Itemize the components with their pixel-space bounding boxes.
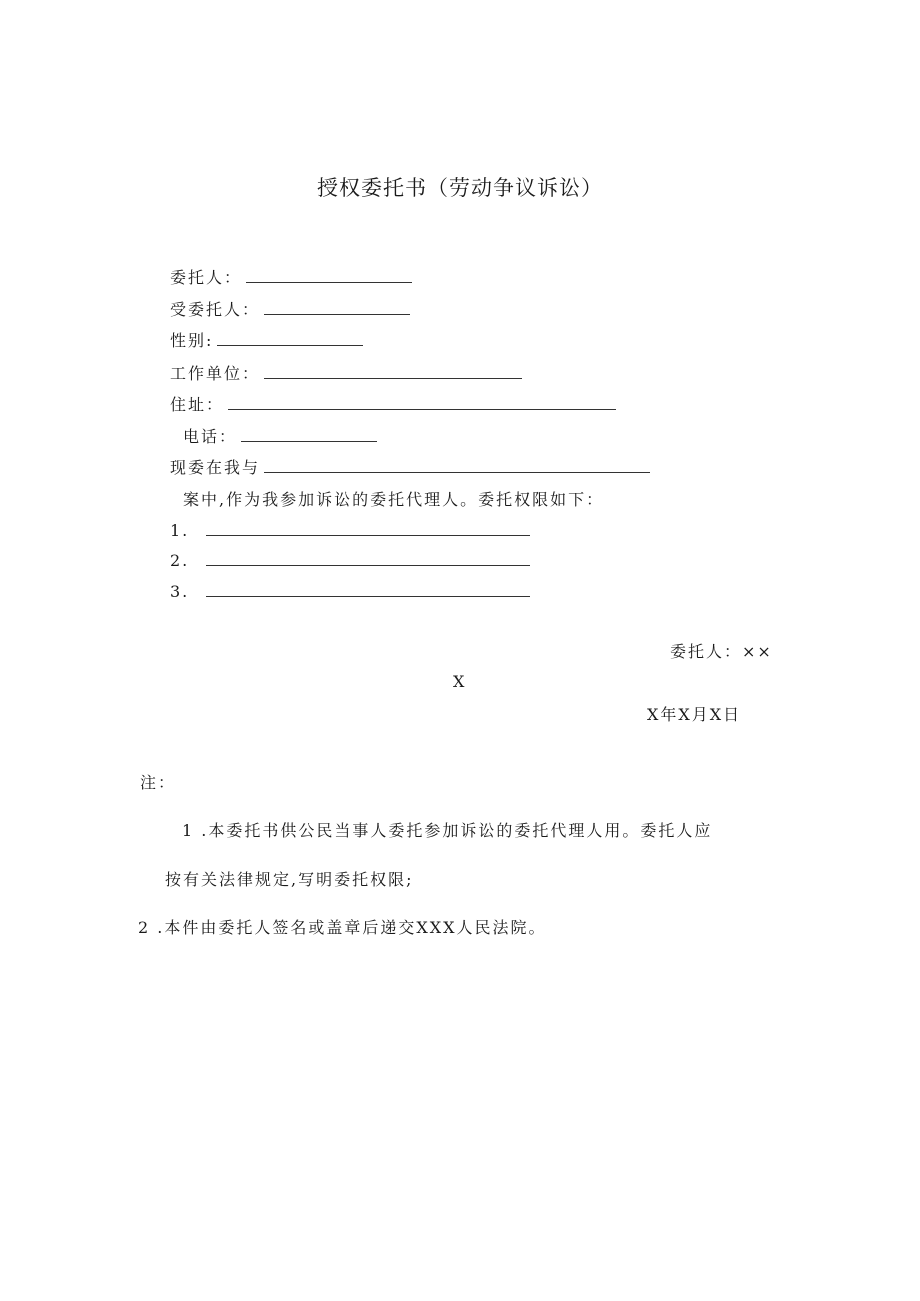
document-title: 授权委托书（劳动争议诉讼）	[317, 176, 603, 200]
authority-item-1	[170, 519, 530, 541]
agent-field	[170, 298, 410, 320]
workplace-label: 工作单位：	[170, 364, 261, 383]
principal-blank[interactable]	[246, 266, 412, 283]
principal-label: 委托人：	[170, 268, 243, 287]
entrust-line	[170, 456, 650, 478]
phone-blank[interactable]	[241, 425, 377, 442]
agent-label: 受委托人：	[170, 300, 261, 319]
address-blank[interactable]	[228, 393, 616, 410]
authority-blank-3[interactable]	[206, 580, 530, 597]
authority-number: 2.	[170, 551, 190, 570]
authority-number: 1.	[170, 521, 190, 540]
agent-blank[interactable]	[264, 298, 410, 315]
address-label: 住址：	[170, 395, 225, 414]
authority-blank-1[interactable]	[206, 519, 530, 536]
signature-principal-continued: X	[453, 672, 467, 691]
entrust-party-blank[interactable]	[264, 456, 650, 473]
signature-date: X年X月X日	[647, 705, 742, 724]
entrust-prefix: 现委在我与	[170, 458, 261, 477]
authority-item-2	[170, 549, 530, 571]
authority-item-3	[170, 580, 530, 602]
authority-number: 3.	[170, 582, 190, 601]
gender-label: 性别:	[170, 331, 214, 350]
gender-blank[interactable]	[217, 329, 363, 346]
gender-field	[170, 329, 363, 351]
workplace-blank[interactable]	[264, 362, 522, 379]
authority-blank-2[interactable]	[206, 549, 530, 566]
notes-heading: 注：	[140, 773, 177, 792]
note-item-1-continued: 按有关法律规定,写明委托权限;	[165, 870, 414, 889]
workplace-field	[170, 362, 522, 384]
entrust-line-2: 案中,作为我参加诉讼的委托代理人。委托权限如下：	[183, 490, 605, 509]
phone-field	[183, 425, 377, 447]
note-item-1: 1 .本委托书供公民当事人委托参加诉讼的委托代理人用。委托人应	[182, 821, 713, 840]
phone-label: 电话：	[183, 427, 238, 446]
principal-field	[170, 266, 412, 288]
address-field	[170, 393, 616, 415]
signature-principal: 委托人：××	[670, 642, 773, 661]
note-item-2: 2 .本件由委托人签名或盖章后递交XXX人民法院。	[138, 918, 547, 937]
